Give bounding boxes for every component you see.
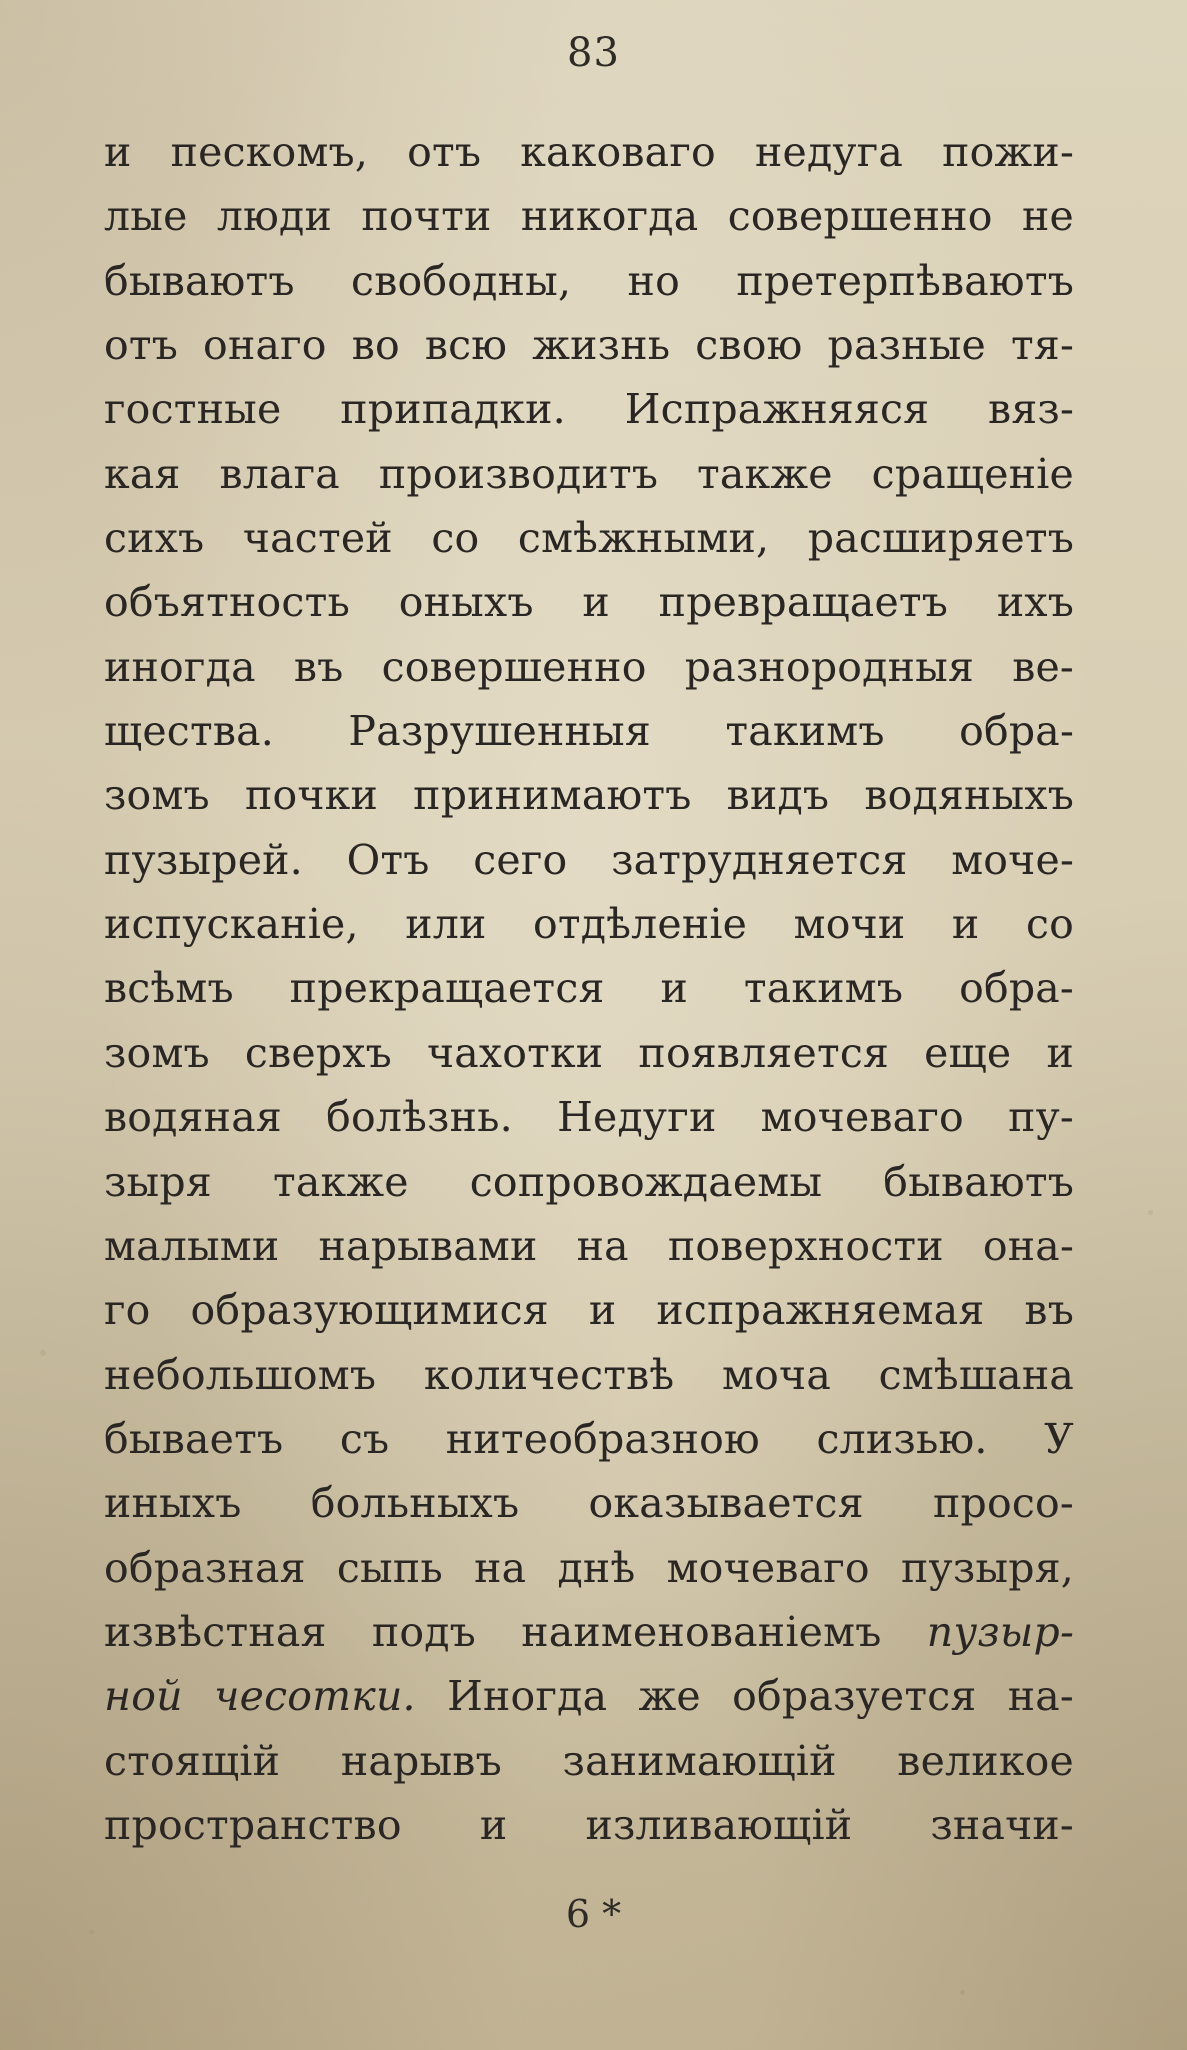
paper-stain — [960, 1990, 965, 1995]
text-run: иногда въ совершенно разнородныя ве- — [104, 642, 1074, 691]
text-run: пузырей. Отъ сего затрудняется моче- — [104, 835, 1074, 884]
text-run: всѣмъ прекращается и такимъ обра- — [104, 964, 1074, 1013]
text-line — [104, 1664, 1074, 1728]
text-run: малыми нарывами на поверхности она- — [104, 1221, 1074, 1270]
text-line — [104, 892, 1074, 956]
italic-text-run: пузыр- — [926, 1607, 1074, 1656]
text-run: зомъ почки принимаютъ видъ водяныхъ — [104, 771, 1074, 820]
italic-text-run: ной чесотки. — [104, 1672, 416, 1721]
text-line — [104, 1278, 1074, 1342]
text-line — [104, 1536, 1074, 1600]
text-run: го образующимися и испражняемая въ — [104, 1286, 1074, 1335]
text-run: объятность оныхъ и превращаетъ ихъ — [104, 578, 1074, 627]
text-run: зомъ сверхъ чахотки появляется еще и — [104, 1028, 1074, 1077]
text-run: и пескомъ, отъ каковаго недуга пожи- — [104, 128, 1074, 176]
text-run: лые люди почти никогда совершенно не — [104, 192, 1074, 241]
text-line — [104, 506, 1074, 570]
text-line — [104, 1085, 1074, 1149]
text-line — [104, 1729, 1074, 1793]
text-line — [104, 763, 1074, 827]
text-run: щества. Разрушенныя такимъ обра- — [104, 707, 1074, 756]
text-run: водяная болѣзнь. Недуги мочеваго пу- — [104, 1093, 1074, 1142]
text-run: пространство и изливающій значи- — [104, 1800, 1074, 1849]
text-line — [104, 442, 1074, 506]
text-run: отъ онаго во всю жизнь свою разные тя- — [104, 321, 1074, 370]
text-run: бываетъ съ нитеобразною слизью. У — [104, 1414, 1074, 1463]
text-run: испусканіе, или отдѣленіе мочи и со — [104, 900, 1074, 949]
text-line — [104, 249, 1074, 313]
text-line — [104, 313, 1074, 377]
text-run: стоящій нарывъ занимающій великое — [104, 1736, 1074, 1785]
text-line — [104, 184, 1074, 248]
text-run: извѣстная подъ наименованіемъ — [104, 1607, 927, 1656]
text-run: небольшомъ количествѣ моча смѣшана — [104, 1350, 1074, 1399]
text-run: бываютъ свободны, но претерпѣваютъ — [104, 256, 1074, 305]
page-number: 83 — [567, 30, 620, 76]
text-line — [104, 1214, 1074, 1278]
text-run: иныхъ больныхъ оказывается просо- — [104, 1479, 1074, 1528]
text-run: кая влага производитъ также сращеніе — [104, 449, 1074, 498]
text-line — [104, 1343, 1074, 1407]
text-line — [104, 1600, 1074, 1664]
text-line — [104, 828, 1074, 892]
text-line — [104, 1150, 1074, 1214]
text-run: образная сыпь на днѣ мочеваго пузыря, — [104, 1543, 1074, 1592]
text-line — [104, 1793, 1074, 1857]
text-run: сихъ частей со смѣжными, расширяетъ — [104, 514, 1074, 563]
text-run: Иногда же образуется на- — [415, 1672, 1074, 1721]
text-line — [104, 120, 1074, 184]
text-line — [104, 377, 1074, 441]
text-line — [104, 635, 1074, 699]
text-line — [104, 699, 1074, 763]
text-line — [104, 1471, 1074, 1535]
body-text — [104, 120, 1074, 1857]
paper-stain — [40, 1350, 46, 1356]
text-line — [104, 570, 1074, 634]
text-line — [104, 1021, 1074, 1085]
paper-stain — [1148, 1210, 1153, 1215]
text-run: зыря также сопровождаемы бываютъ — [104, 1157, 1074, 1206]
text-run: гостные припадки. Испражняяся вяз- — [104, 385, 1074, 434]
text-line — [104, 1407, 1074, 1471]
signature-mark: 6 * — [565, 1892, 622, 1936]
text-line — [104, 956, 1074, 1020]
